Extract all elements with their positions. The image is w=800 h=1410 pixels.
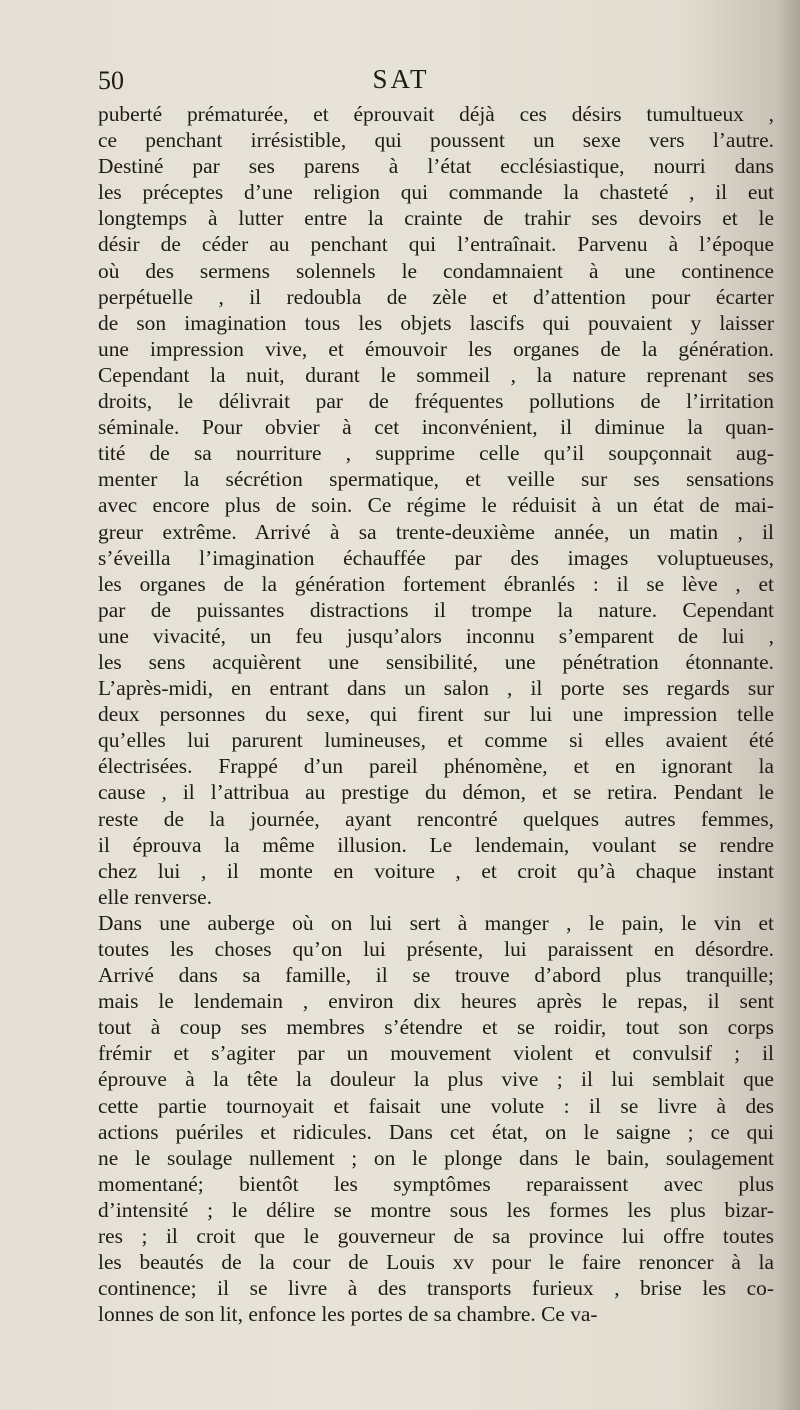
text-line: ne le soulage nullement ; on le plonge dans le bain, soulagement [98, 1145, 774, 1170]
text-line: éprouve à la tête la douleur la plus vive ; il lui semblait que [98, 1067, 774, 1092]
text-line: lonnes de son lit, enfonce les portes de sa chambre. Ce va- [98, 1302, 598, 1327]
text-line: menter la sécrétion spermatique, et veille sur ses sensations [98, 467, 774, 492]
text-line: perpétuelle , il redoubla de zèle et d’attention pour écarter [98, 284, 774, 309]
text-line: s’éveilla l’imagination échauffée par des images voluptueuses, [98, 545, 774, 570]
text-line: séminale. Pour obvier à cet inconvénient, il diminue la quan- [98, 415, 774, 440]
text-line: une vivacité, un feu jusqu’alors inconnu s’emparent de lui , [98, 623, 774, 648]
text-line: désir de céder au penchant qui l’entraînait. Parvenu à l’époque [98, 232, 774, 257]
text-line: longtemps à lutter entre la crainte de trahir ses devoirs et le [98, 206, 774, 231]
text-line: toutes les choses qu’on lui présente, lui paraissent en désordre. [98, 937, 774, 961]
text-line: avec encore plus de soin. Ce régime le réduisit à un état de mai- [98, 493, 774, 518]
text-line: tout à coup ses membres s’étendre et se roidir, tout son corps [98, 1015, 774, 1040]
text-line: ce penchant irrésistible, qui poussent un sexe vers l’autre. [98, 128, 774, 153]
text-line: par de puissantes distractions il trompe la nature. Cependant [98, 597, 774, 622]
text-line: d’intensité ; le délire se montre sous les formes les plus bizar- [98, 1197, 774, 1222]
text-line: frémir et s’agiter par un mouvement violent et convulsif ; il [98, 1041, 774, 1066]
text-line: électrisées. Frappé d’un pareil phénomène, et en ignorant la [98, 754, 774, 779]
text-line: mais le lendemain , environ dix heures après le repas, il sent [98, 989, 774, 1014]
text-line: droits, le délivrait par de fréquentes pollutions de l’irritation [98, 389, 774, 414]
text-line: de son imagination tous les objets lascifs qui pouvaient y laisser [98, 310, 774, 335]
text-line: cette partie tournoyait et faisait une volute : il se livre à des [98, 1093, 774, 1118]
text-line: qu’elles lui parurent lumineuses, et comme si elles avaient été [98, 728, 774, 753]
text-line: cause , il l’attribua au prestige du démon, et se retira. Pendant le [98, 780, 774, 805]
page-number: 50 [98, 66, 124, 95]
text-line: Destiné par ses parens à l’état ecclésiastique, nourri dans [98, 154, 774, 179]
text-line: les beautés de la cour de Louis xv pour le faire renoncer à la [98, 1250, 774, 1275]
text-line: reste de la journée, ayant rencontré quelques autres femmes, [98, 806, 774, 831]
text-line: les organes de la génération fortement ébranlés : il se lève , et [98, 571, 774, 596]
text-line: il éprouva la même illusion. Le lendemain, voulant se rendre [98, 832, 774, 857]
text-line: une impression vive, et émouvoir les organes de la génération. [98, 336, 774, 361]
text-line: puberté prématurée, et éprouvait déjà ces désirs tumultueux , [98, 102, 774, 126]
text-line: Cependant la nuit, durant le sommeil , la nature reprenant ses [98, 362, 774, 387]
text-line: où des sermens solennels le condamnaient à une continence [98, 258, 774, 283]
running-head: SAT [372, 64, 430, 94]
body-text [98, 101, 774, 1327]
text-line: Arrivé dans sa famille, il se trouve d’abord plus tranquille; [98, 963, 774, 988]
text-line: les sens acquièrent une sensibilité, une pénétration étonnante. [98, 649, 774, 674]
text-line: continence; il se livre à des transports furieux , brise les co- [98, 1276, 774, 1301]
text-line: Dans une auberge où on lui sert à manger , le pain, le vin et [98, 910, 774, 935]
text-line: les préceptes d’une religion qui commande la chasteté , il eut [98, 180, 774, 205]
text-line: deux personnes du sexe, qui firent sur lui une impression telle [98, 702, 774, 727]
text-line: chez lui , il monte en voiture , et croit qu’à chaque instant [98, 858, 774, 883]
text-line: momentané; bientôt les symptômes reparaissent avec plus [98, 1171, 774, 1196]
text-line: res ; il croit que le gouverneur de sa province lui offre toutes [98, 1224, 774, 1249]
text-line: greur extrême. Arrivé à sa trente-deuxième année, un matin , il [98, 519, 774, 544]
text-line: tité de sa nourriture , supprime celle qu’il soupçonnait aug- [98, 441, 774, 466]
text-line: actions puériles et ridicules. Dans cet état, on le saigne ; ce qui [98, 1119, 774, 1144]
page-header [98, 64, 704, 98]
text-line: elle renverse. [98, 884, 213, 909]
text-line: L’après-midi, en entrant dans un salon , il porte ses regards sur [98, 676, 774, 701]
